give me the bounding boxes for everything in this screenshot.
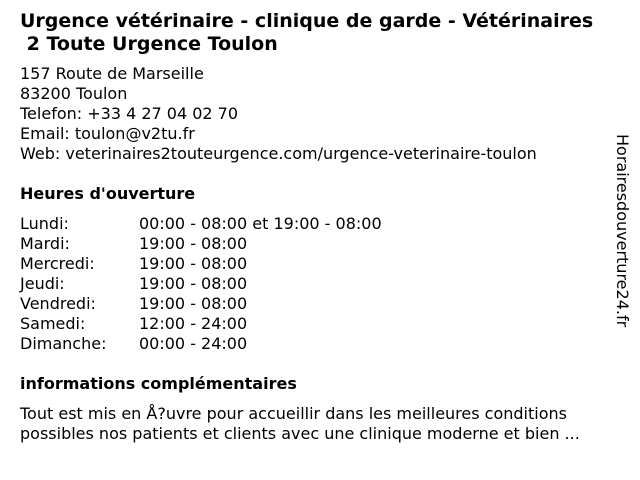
day-hours: 19:00 - 08:00 xyxy=(139,234,248,253)
contact-block xyxy=(20,64,537,164)
brand-watermark: Horairesdouverture24.fr xyxy=(613,134,632,328)
address-city: 83200 Toulon xyxy=(20,84,128,103)
additional-info-text: Tout est mis en Å?uvre pour accueillir dans les meilleures conditions possibles nos patients et clients avec une clinique moderne et bien ... xyxy=(20,404,580,443)
hours-row-saturday xyxy=(20,314,382,334)
day-hours: 19:00 - 08:00 xyxy=(139,254,248,273)
day-hours: 00:00 - 24:00 xyxy=(139,334,248,353)
opening-hours-heading: Heures d'ouverture xyxy=(20,184,196,203)
hours-row-sunday xyxy=(20,334,382,354)
address-street: 157 Route de Marseille xyxy=(20,64,204,83)
hours-row-thursday xyxy=(20,274,382,294)
page-title: Urgence vétérinaire - clinique de garde - Vétérinaires 2 Toute Urgence Toulon xyxy=(20,10,594,55)
day-label: Jeudi: xyxy=(20,274,65,293)
hours-row-friday xyxy=(20,294,382,314)
hours-row-monday xyxy=(20,214,382,234)
day-hours: 00:00 - 08:00 et 19:00 - 08:00 xyxy=(139,214,382,233)
day-label: Lundi: xyxy=(20,214,69,233)
website-url: Web: veterinaires2touteurgence.com/urgence-veterinaire-toulon xyxy=(20,144,537,163)
hours-row-wednesday xyxy=(20,254,382,274)
day-label: Mercredi: xyxy=(20,254,95,273)
day-label: Dimanche: xyxy=(20,334,107,353)
email-address: Email: toulon@v2tu.fr xyxy=(20,124,195,143)
day-hours: 19:00 - 08:00 xyxy=(139,294,248,313)
opening-hours-table xyxy=(20,214,382,354)
hours-row-tuesday xyxy=(20,234,382,254)
day-hours: 12:00 - 24:00 xyxy=(139,314,248,333)
day-label: Mardi: xyxy=(20,234,70,253)
day-label: Samedi: xyxy=(20,314,86,333)
additional-info-heading: informations complémentaires xyxy=(20,374,297,393)
day-hours: 19:00 - 08:00 xyxy=(139,274,248,293)
day-label: Vendredi: xyxy=(20,294,96,313)
phone-number: Telefon: +33 4 27 04 02 70 xyxy=(20,104,239,123)
